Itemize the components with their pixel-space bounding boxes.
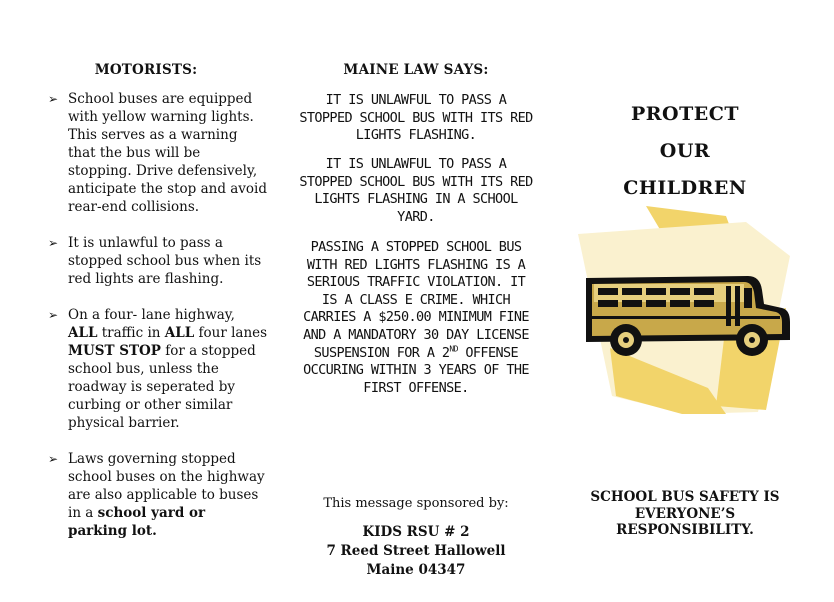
list-item <box>46 234 268 288</box>
arrow-bullet-icon: ➢ <box>48 92 59 106</box>
emphasis: MUST STOP <box>68 343 161 359</box>
tagline-line: SCHOOL BUS SAFETY IS <box>590 489 780 505</box>
arrow-bullet-icon: ➢ <box>48 452 59 466</box>
school-bus-icon <box>576 200 798 422</box>
sponsor-name: KIDS RSU # 2 <box>362 524 470 540</box>
arrow-bullet-icon: ➢ <box>48 236 59 250</box>
list-item <box>46 306 268 432</box>
title-line: CHILDREN <box>623 177 747 199</box>
motorists-heading: MOTORISTS: <box>94 62 198 78</box>
sponsor-intro: This message sponsored by: <box>323 496 509 511</box>
sponsor-address <box>296 523 536 580</box>
bullet-text: It is unlawful to pass a stopped school bus when its red lights are flashing. <box>68 235 262 287</box>
emphasis: ALL <box>164 325 195 341</box>
cover-title <box>570 96 800 207</box>
arrow-bullet-icon: ➢ <box>48 308 59 322</box>
law-statement-3: PASSING A STOPPED SCHOOL BUS WITH RED LIGHTS FLASHING IS A SERIOUS TRAFFIC VIOLATION. IT IS A CLASS E CRIME. WHICH CARRIES A $250.00 MINIMUM FINE AND A MANDATORY 30 DAY LICENSE SUSPENSION FOR A 2ND OFFENSE OCCURING WITHIN 3 YEARS OF THE FIRST OFFENSE. <box>303 239 529 396</box>
title-line: PROTECT <box>630 103 739 125</box>
bullet-text: On a four- lane highway, ALL traffic in ALL four lanes MUST STOP for a stopped school bus, unless the roadway is seperated by curbing or other similar physical barrier. <box>68 307 268 431</box>
law-statement-2: IT IS UNLAWFUL TO PASS A STOPPED SCHOOL BUS WITH ITS RED LIGHTS FLASHING IN A SCHOOL YARD. <box>299 156 533 225</box>
sponsor-street: 7 Reed Street Hallowell <box>326 543 506 559</box>
motorists-list <box>46 90 268 558</box>
maine-law-heading: MAINE LAW SAYS: <box>343 62 489 78</box>
safety-tagline <box>570 489 800 539</box>
bullet-text: School buses are equipped with yellow warning lights. This serves as a warning that the bus will be stopping. Drive defensively, anticipate the stop and avoid rear-end collisions. <box>68 91 268 215</box>
title-line: OUR <box>659 140 711 162</box>
ordinal-suffix: ND <box>449 344 458 354</box>
bullet-text: Laws governing stopped school buses on the highway are also applicable to buses in a school yard or parking lot. <box>68 451 265 539</box>
list-item <box>46 90 268 216</box>
law-statement-1: IT IS UNLAWFUL TO PASS A STOPPED SCHOOL BUS WITH ITS RED LIGHTS FLASHING. <box>299 92 533 144</box>
tagline-line: EVERYONE’S <box>634 505 736 522</box>
tagline-line: RESPONSIBILITY. <box>616 522 754 538</box>
emphasis: ALL <box>68 325 98 341</box>
list-item <box>46 450 268 540</box>
sponsor-city: Maine 04347 <box>366 562 466 578</box>
emphasis: school yard or parking lot. <box>68 505 206 539</box>
